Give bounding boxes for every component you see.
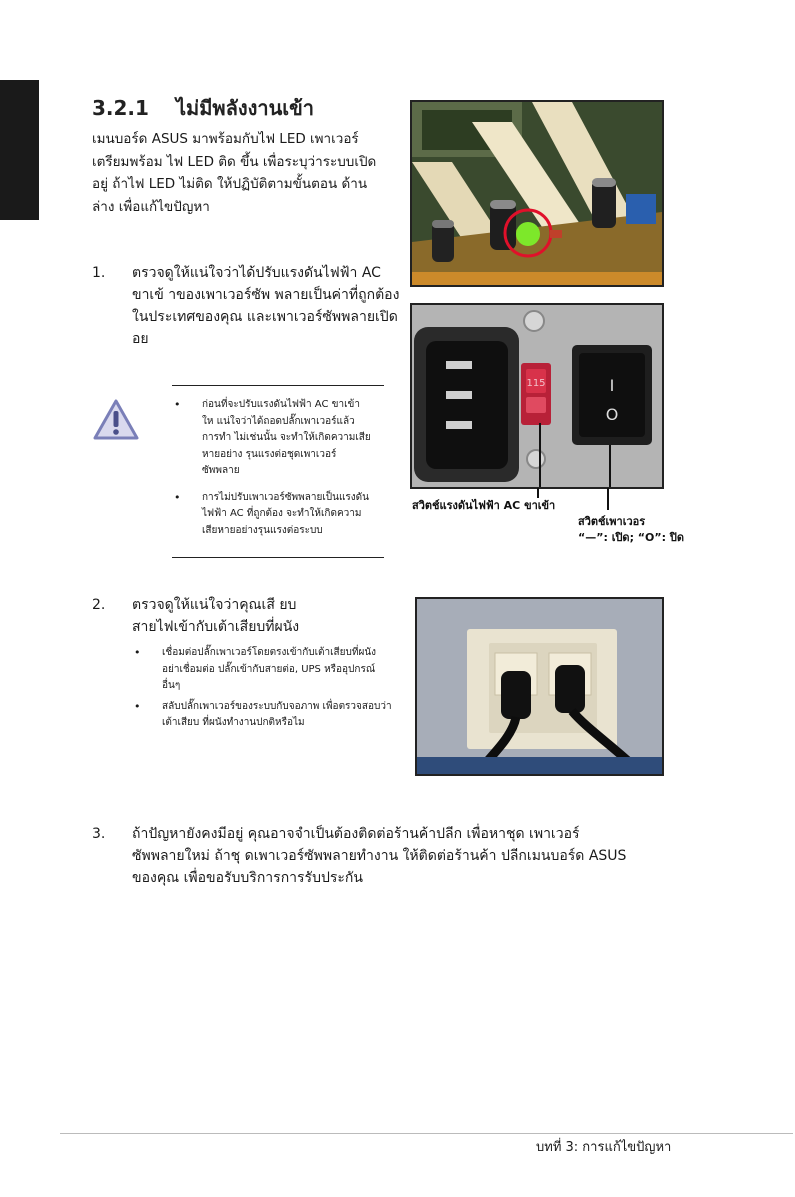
- section-number: 3.2.1: [92, 96, 149, 120]
- warning-note-text: ก่อนที่จะปรับแรงดันไฟฟ้า AC ขาเข้า ให แน่ใจว่าได้ถอดปลั๊กเพาเวอร์แล้ว การทำ ไม่เช่นนั้น จะทำให้เกิดความเสียหายอย่าง รุนแรงต่อชุดเพาเวอร์ซัพพลาย: [202, 399, 371, 476]
- page-footer: บทที่ 3: การแก้ไขปัญหา: [536, 1140, 672, 1155]
- warning-note-text: การไม่ปรับเพาเวอร์ซัพพลายเป็นแรงดัน ไฟฟ้า AC ที่ถูกต้อง จะทำให้เกิดความ เสียหายอย่างรุนแรงต่อระบบ: [202, 491, 369, 536]
- warning-icon: [92, 398, 140, 442]
- step-1: [92, 262, 402, 354]
- wall-outlet-photo: [415, 597, 664, 776]
- wall-outlet-illustration: [417, 599, 662, 774]
- chapter-side-tab: [0, 80, 39, 220]
- step-3: [92, 823, 632, 893]
- section-title: ไม่มีพลังงานเข้า: [176, 96, 315, 120]
- step-number: 2.: [92, 597, 106, 613]
- warning-top-rule: [172, 385, 384, 386]
- footer-rule: [60, 1133, 793, 1134]
- step-number: 3.: [92, 826, 106, 842]
- power-switch-leader: [607, 488, 609, 510]
- step-2-bullet: • เชื่อมต่อปลั๊กเพาเวอร์โดยตรงเข้ากับเต้าเสียบที่ผนัง อย่าเชื่อมต่อ ปลั๊กเข้ากับสายต่อ, UPS หรืออุปกรณ์อื่นๆ: [134, 646, 377, 691]
- step-text: ตรวจดูให้แน่ใจว่าคุณเสี ยบสายไฟเข้ากับเต้าเสียบที่ผนัง: [132, 597, 300, 635]
- power-supply-photo: [410, 303, 664, 489]
- warning-notes: [172, 397, 372, 549]
- motherboard-led-illustration: [412, 102, 662, 285]
- step-text: ถ้าปัญหายังคงมีอยู่ คุณอาจจำเป็นต้องติดต่อร้านค้าปลีก เพื่อหาชุด เพาเวอร์ซัพพลายใหม่ ถ้าชุ ดเพาเวอร์ซัพพลายทำงาน ให้ติดต่อร้านค้า ปลีกเมนบอร์ด ASUS ของคุณ เพื่อขอรับบริการการรับประกัน: [132, 826, 627, 886]
- power-switch-desc: “—”: เปิด; “O”: ปิด: [578, 531, 684, 544]
- step-2-bullets: [132, 645, 392, 736]
- power-switch-label: สวิตช์เพาเวอร: [578, 515, 646, 528]
- warning-bottom-rule: [172, 557, 384, 558]
- intro-paragraph: เมนบอร์ด ASUS มาพร้อมกับไฟ LED เพาเวอร์เตรียมพร้อม ไฟ LED ติด ขึ้น เพื่อระบุว่าระบบเปิดอยู่ ถ้าไฟ LED ไม่ติด ให้ปฏิบัติตามขั้นตอน ด้านล่าง เพื่อแก้ไขปัญหา: [92, 131, 377, 215]
- voltage-value-text: 115: [526, 378, 546, 389]
- standby-led: [516, 222, 540, 246]
- power-supply-illustration: [412, 305, 662, 487]
- step-number: 1.: [92, 265, 106, 281]
- step-2-bullet-text: เชื่อมต่อปลั๊กเพาเวอร์โดยตรงเข้ากับเต้าเสียบที่ผนัง อย่าเชื่อมต่อ ปลั๊กเข้ากับสายต่อ, UPS หรืออุปกรณ์อื่นๆ: [162, 647, 377, 691]
- step-text: ตรวจดูให้แน่ใจว่าได้ปรับแรงดันไฟฟ้า AC ขาเข้ าของเพาเวอร์ซัพ พลายเป็นค่าที่ถูกต้องในประเทศของคุณ และเพาเวอร์ซัพพลายเปิด อย: [132, 265, 400, 347]
- motherboard-led-photo: [410, 100, 664, 287]
- rocker-on-mark: I: [609, 376, 615, 395]
- step-2-bullet-text: สลับปลั๊กเพาเวอร์ของระบบกับจอภาพ เพื่อตรวจสอบว่าเต้าเสียบ ที่ผนังทำงานปกติหรือไม: [162, 700, 392, 728]
- step-2-bullet: • สลับปลั๊กเพาเวอร์ของระบบกับจอภาพ เพื่อตรวจสอบว่าเต้าเสียบ ที่ผนังทำงานปกติหรือไม: [134, 699, 392, 728]
- section-heading: [92, 92, 314, 124]
- step-2: [92, 594, 402, 644]
- warning-note: • การไม่ปรับเพาเวอร์ซัพพลายเป็นแรงดัน ไฟฟ้า AC ที่ถูกต้อง จะทำให้เกิดความ เสียหายอย่างรุนแรงต่อระบบ: [174, 490, 369, 536]
- rocker-off-mark: O: [605, 405, 619, 424]
- warning-note: • ก่อนที่จะปรับแรงดันไฟฟ้า AC ขาเข้า ให แน่ใจว่าได้ถอดปลั๊กเพาเวอร์แล้ว การทำ ไม่เช่นนั้น จะทำให้เกิดความเสียหายอย่าง รุนแรงต่อชุดเพาเวอร์ซัพพลาย: [174, 398, 371, 476]
- voltage-switch-label: สวิตช์แรงดันไฟฟ้า AC ขาเข้า: [412, 499, 556, 512]
